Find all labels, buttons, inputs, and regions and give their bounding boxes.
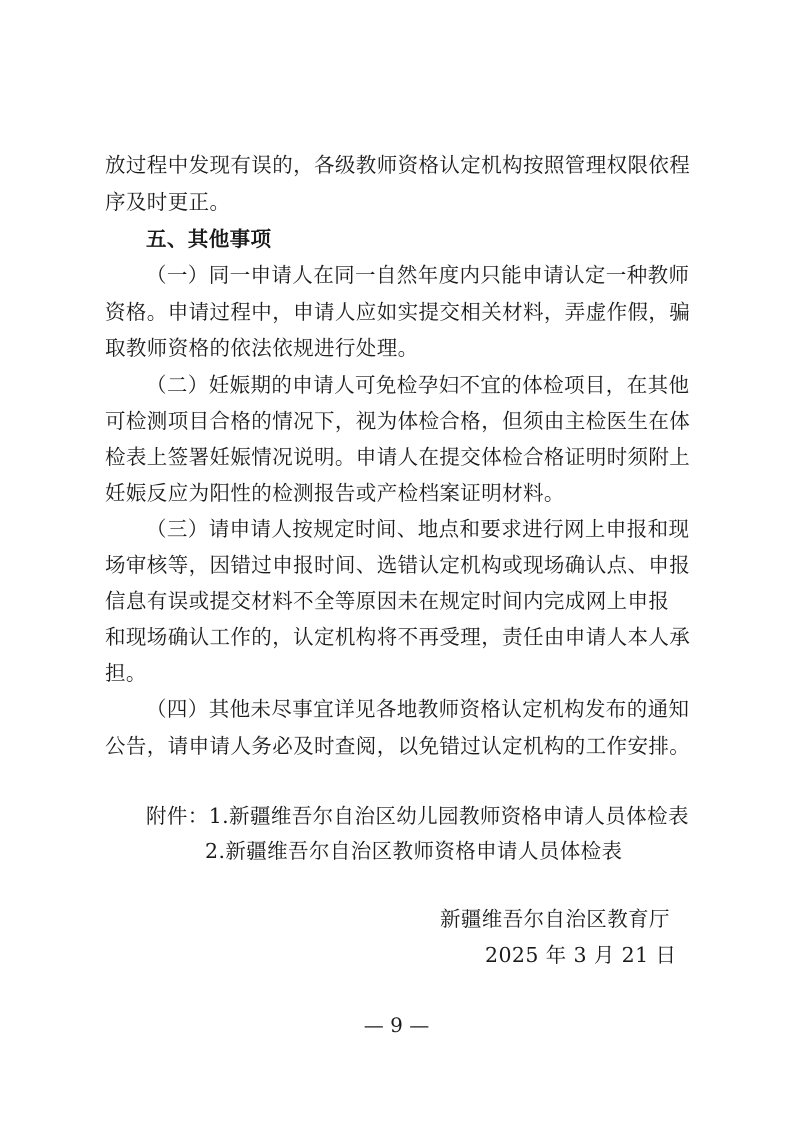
paragraph-line: 可检测项目合格的情况下，视为体检合格，但须由主检医生在体	[105, 409, 691, 433]
signature-date: 2025 年 3 月 21 日	[485, 943, 677, 967]
paragraph-line: 放过程中发现有误的，各级教师资格认定机构按照管理权限依程	[105, 153, 691, 177]
paragraph-line: 信息有误或提交材料不全等原因未在规定时间内完成网上申报	[105, 589, 670, 613]
paragraph-line: 资格。申请过程中，申请人应如实提交相关材料，弄虚作假，骗	[105, 300, 691, 324]
paragraph-line: 场审核等，因错过申报时间、选错认定机构或现场确认点、申报	[105, 553, 691, 577]
paragraph-line: 和现场确认工作的，认定机构将不再受理，责任由申请人本人承	[105, 625, 691, 649]
paragraph-line: 检表上签署妊娠情况说明。申请人在提交体检合格证明时须附上	[105, 445, 691, 469]
paragraph-line: （一）同一申请人在同一自然年度内只能申请认定一种教师	[146, 263, 690, 287]
attachment-line: 附件：1.新疆维吾尔自治区幼儿园教师资格申请人员体检表	[146, 804, 689, 828]
paragraph-line: 妊娠反应为阳性的检测报告或产检档案证明材料。	[105, 481, 565, 505]
paragraph-line: 序及时更正。	[105, 190, 231, 214]
paragraph-line: 取教师资格的依法依规进行处理。	[105, 336, 419, 360]
signature-organization: 新疆维吾尔自治区教育厅	[440, 907, 670, 931]
section-heading: 五、其他事项	[146, 227, 272, 251]
paragraph-line: （三）请申请人按规定时间、地点和要求进行网上申报和现	[146, 517, 690, 541]
paragraph-line: 担。	[105, 661, 147, 685]
page-number: — 9 —	[363, 1013, 430, 1037]
paragraph-line: （二）妊娠期的申请人可免检孕妇不宜的体检项目，在其他	[146, 373, 690, 397]
paragraph-line: （四）其他未尽事宜详见各地教师资格认定机构发布的通知	[146, 697, 690, 721]
paragraph-line: 公告，请申请人务必及时查阅，以免错过认定机构的工作安排。	[105, 734, 691, 758]
attachment-line: 2.新疆维吾尔自治区教师资格申请人员体检表	[205, 839, 623, 863]
